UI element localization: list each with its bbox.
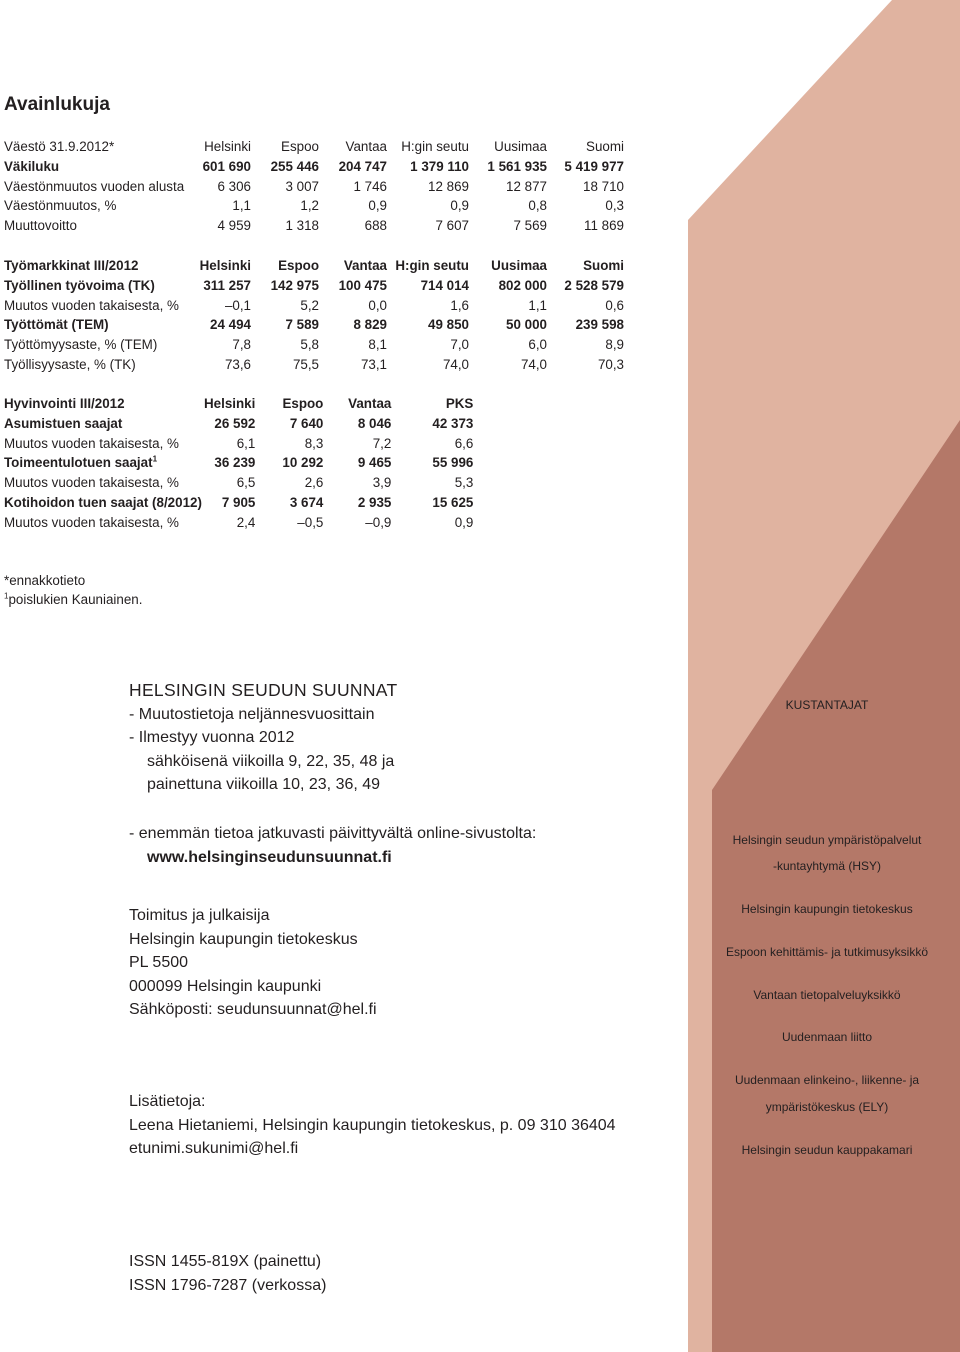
footnote-marker: 1 — [4, 591, 9, 601]
table-header-cell: Vantaa — [345, 139, 387, 154]
table-row — [4, 493, 473, 513]
table-row — [4, 513, 473, 533]
table-row — [4, 157, 624, 177]
table-cell: 239 598 — [575, 317, 624, 333]
publisher-tietokeskus: Helsingin kaupungin tietokeskus — [741, 902, 913, 916]
table-row — [4, 473, 473, 493]
welfare-table — [4, 394, 473, 533]
table-cell: 688 — [364, 218, 387, 234]
row-label: Työllinen työvoima (TK) — [4, 277, 155, 293]
publisher-block — [129, 904, 377, 1022]
suunnat-line: painettuna viikoilla 10, 23, 36, 49 — [147, 776, 381, 793]
table-cell: 8,9 — [605, 337, 624, 353]
table-cell: 74,0 — [520, 356, 547, 372]
table-cell: 8,3 — [304, 435, 324, 451]
table-cell: 3,9 — [372, 475, 392, 491]
publisher-kauppakamari: Helsingin seudun kauppakamari — [741, 1143, 913, 1157]
table-cell: –0,1 — [224, 297, 251, 313]
table-cell: 8 046 — [357, 415, 392, 431]
table-cell: 6,1 — [236, 435, 256, 451]
table-cell: 204 747 — [338, 158, 387, 174]
publisher-email: Sähköposti: seudunsuunnat@hel.fi — [129, 1001, 377, 1018]
table-cell: 1 379 110 — [410, 158, 469, 174]
table-cell: 7,2 — [372, 435, 392, 451]
table-header-cell: Helsinki — [204, 396, 256, 411]
table-row — [4, 335, 624, 355]
suunnat-title: HELSINGIN SEUDUN SUUNNAT — [129, 680, 398, 700]
row-label: Työttömät (TEM) — [4, 317, 109, 333]
publisher-ely-line1: Uudenmaan elinkeino-, liikenne- ja — [734, 1073, 920, 1087]
table-cell: 74,0 — [442, 356, 469, 372]
table-header-cell: Helsinki — [204, 139, 251, 154]
table-cell: 802 000 — [498, 277, 547, 293]
table-cell: 601 690 — [202, 158, 251, 174]
table-row — [4, 177, 624, 197]
footnote-marker: 1 — [152, 454, 158, 464]
table-header-cell: Suomi — [586, 139, 624, 154]
table-cell: 0,8 — [528, 198, 547, 214]
publisher-vantaa: Vantaan tietopalveluyksikkö — [753, 988, 901, 1002]
table-cell: 0,3 — [605, 198, 624, 214]
table-cell: 49 850 — [428, 317, 469, 333]
table-cell: 1 318 — [285, 218, 319, 234]
table-cell: 1,1 — [528, 297, 547, 313]
table-cell: 8 829 — [353, 317, 387, 333]
table-header-cell: Työmarkkinat III/2012 — [4, 258, 139, 273]
table-cell: 142 975 — [270, 277, 319, 293]
table-cell: 5,8 — [300, 337, 319, 353]
table-header-cell: Uusimaa — [491, 258, 547, 273]
table-header-cell: Helsinki — [199, 258, 251, 273]
table-header-cell: Espoo — [278, 258, 319, 273]
table-cell: 8,1 — [368, 337, 387, 353]
table-cell: 2 528 579 — [564, 277, 624, 293]
table-row — [4, 196, 624, 216]
table-cell: 5 419 977 — [564, 158, 624, 174]
table-cell: 6 306 — [217, 178, 251, 194]
table-header-cell: Vantaa — [343, 258, 387, 273]
table-header-cell: Hyvinvointi III/2012 — [4, 396, 125, 411]
contact-email: etunimi.sukunimi@hel.fi — [129, 1140, 299, 1157]
publisher-line: 000099 Helsingin kaupunki — [129, 977, 322, 995]
row-label: Väkiluku — [4, 158, 60, 174]
suunnat-block — [129, 679, 397, 797]
table-header-cell: Väestö 31.9.2012* — [4, 139, 115, 154]
row-label — [4, 453, 204, 473]
table-cell: 73,1 — [360, 356, 387, 372]
table-cell: 7,8 — [232, 337, 251, 353]
publisher-uudenmaan-liitto: Uudenmaan liitto — [781, 1030, 873, 1044]
suunnat-line: - Muutostietoja neljännesvuosittain — [129, 705, 375, 723]
table-row — [4, 355, 624, 375]
table-cell: 75,5 — [292, 356, 319, 372]
table-header-cell: Suomi — [583, 258, 624, 273]
table-header-row — [4, 137, 624, 157]
table-cell: 15 625 — [432, 494, 474, 510]
row-label: Väestönmuutos vuoden alusta — [4, 178, 185, 194]
issn-online: ISSN 1796-7287 (verkossa) — [129, 1276, 327, 1294]
table-cell: 1 746 — [353, 178, 387, 194]
row-label: Työllisyysaste, % (TK) — [4, 356, 136, 372]
row-label: Muutos vuoden takaisesta, % — [4, 475, 179, 491]
table-row — [4, 315, 624, 335]
table-cell: 7 640 — [289, 415, 324, 431]
online-block — [129, 822, 536, 869]
table-cell: 11 869 — [584, 218, 624, 234]
publishers-heading: KUSTANTAJAT — [785, 698, 869, 712]
table-cell: 18 710 — [583, 178, 624, 194]
table-cell: 7 905 — [221, 494, 256, 510]
table-cell: 100 475 — [338, 277, 387, 293]
online-line: - enemmän tietoa jatkuvasti päivittyvältä online-sivustolta: — [129, 825, 537, 842]
table-cell: 50 000 — [506, 317, 547, 333]
publisher-espoo: Espoon kehittämis- ja tutkimusyksikkö — [725, 945, 929, 959]
row-label: Väestönmuutos, % — [4, 198, 117, 214]
table-cell: 2,6 — [304, 475, 324, 491]
table-header-cell: Espoo — [282, 396, 324, 411]
table-header-cell: Vantaa — [348, 396, 392, 411]
table-cell: 42 373 — [432, 415, 474, 431]
table-cell: 0,9 — [368, 198, 387, 214]
table-cell: 255 446 — [270, 158, 319, 174]
table-header-cell: H:gin seutu — [395, 258, 469, 273]
table-cell: 5,3 — [454, 475, 474, 491]
suunnat-line: sähköisenä viikoilla 9, 22, 35, 48 ja — [147, 752, 395, 770]
table-cell: 5,2 — [300, 297, 319, 313]
contact-block — [129, 1090, 616, 1161]
table-cell: 6,0 — [528, 337, 547, 353]
table-cell: 26 592 — [214, 415, 256, 431]
table-cell: 4 959 — [217, 218, 251, 234]
table-cell: 7 569 — [513, 218, 547, 234]
table-cell: 2 935 — [357, 494, 392, 510]
publisher-line: Toimitus ja julkaisija — [129, 907, 270, 924]
table-cell: –0,9 — [365, 514, 392, 530]
table-cell: 7 589 — [285, 317, 319, 333]
table-row — [4, 216, 624, 236]
table-cell: 7 607 — [435, 218, 469, 234]
table-header-cell: Espoo — [281, 139, 319, 154]
table-cell: 6,5 — [236, 475, 256, 491]
table-cell: 0,0 — [368, 297, 387, 313]
table-header-row — [4, 394, 473, 414]
table-cell: 55 996 — [432, 455, 474, 471]
table-cell: 3 007 — [285, 178, 319, 194]
table-row — [4, 296, 624, 316]
table-cell: –0,5 — [297, 514, 324, 530]
suunnat-line: - Ilmestyy vuonna 2012 — [129, 729, 295, 746]
issn-print: ISSN 1455-819X (painettu) — [129, 1253, 322, 1270]
table-cell: 6,6 — [454, 435, 474, 451]
contact-line: Lisätietoja: — [129, 1093, 206, 1110]
row-label: Työttömyysaste, % (TEM) — [4, 337, 158, 353]
row-label: Muutos vuoden takaisesta, % — [4, 435, 179, 451]
footnote-estimate: *ennakkotieto — [4, 573, 86, 588]
footnote-excluding-text: poislukien Kauniainen. — [8, 592, 143, 607]
table-row — [4, 434, 473, 454]
table-row — [4, 453, 473, 473]
table-cell: 311 257 — [203, 277, 251, 293]
publisher-ely-line2: ympäristökeskus (ELY) — [765, 1100, 889, 1114]
row-label: Muuttovoitto — [4, 218, 77, 234]
table-cell: 7,0 — [450, 337, 469, 353]
table-cell: 1,1 — [232, 198, 251, 214]
publisher-line: PL 5500 — [129, 954, 189, 971]
table-cell: 2,4 — [236, 514, 256, 530]
population-table — [4, 137, 624, 236]
labour-market-table — [4, 256, 624, 375]
publisher-hsy-line2: -kuntayhtymä (HSY) — [772, 859, 882, 873]
row-label: Muutos vuoden takaisesta, % — [4, 514, 179, 530]
table-cell: 0,9 — [454, 514, 474, 530]
table-header-row — [4, 256, 624, 276]
issn-block — [129, 1250, 326, 1297]
row-label: Asumistuen saajat — [4, 415, 123, 431]
publisher-line: Helsingin kaupungin tietokeskus — [129, 930, 358, 948]
footnote-excluding — [4, 590, 142, 609]
table-cell: 9 465 — [357, 455, 392, 471]
table-row — [4, 276, 624, 296]
table-cell: 10 292 — [282, 455, 324, 471]
table-cell: 36 239 — [214, 455, 256, 471]
table-cell: 3 674 — [289, 494, 324, 510]
table-header-cell: Uusimaa — [494, 139, 547, 154]
website-link[interactable]: www.helsinginseudunsuunnat.fi — [147, 848, 392, 866]
table-cell: 0,9 — [450, 198, 469, 214]
row-label: Muutos vuoden takaisesta, % — [4, 297, 179, 313]
table-cell: 714 014 — [420, 277, 469, 293]
table-cell: 1,6 — [450, 297, 469, 313]
footnotes — [4, 571, 142, 609]
table-cell: 12 869 — [428, 178, 469, 194]
table-cell: 73,6 — [224, 356, 251, 372]
table-cell: 12 877 — [506, 178, 547, 194]
page-title: Avainlukuja — [4, 94, 110, 115]
table-header-cell: H:gin seutu — [401, 139, 469, 154]
table-cell: 0,6 — [605, 297, 624, 313]
table-cell: 1,2 — [300, 198, 319, 214]
publisher-hsy-line1: Helsingin seudun ympäristöpalvelut — [732, 833, 922, 847]
row-label: Kotihoidon tuen saajat (8/2012) — [4, 494, 202, 510]
contact-line: Leena Hietaniemi, Helsingin kaupungin tietokeskus, p. 09 310 36404 — [129, 1116, 616, 1134]
table-cell: 1 561 935 — [487, 158, 547, 174]
table-row — [4, 414, 473, 434]
table-cell: 24 494 — [210, 317, 251, 333]
table-header-cell: PKS — [445, 396, 474, 411]
table-cell: 70,3 — [597, 356, 624, 372]
row-label-text: Toimeentulotuen saajat — [4, 455, 153, 471]
